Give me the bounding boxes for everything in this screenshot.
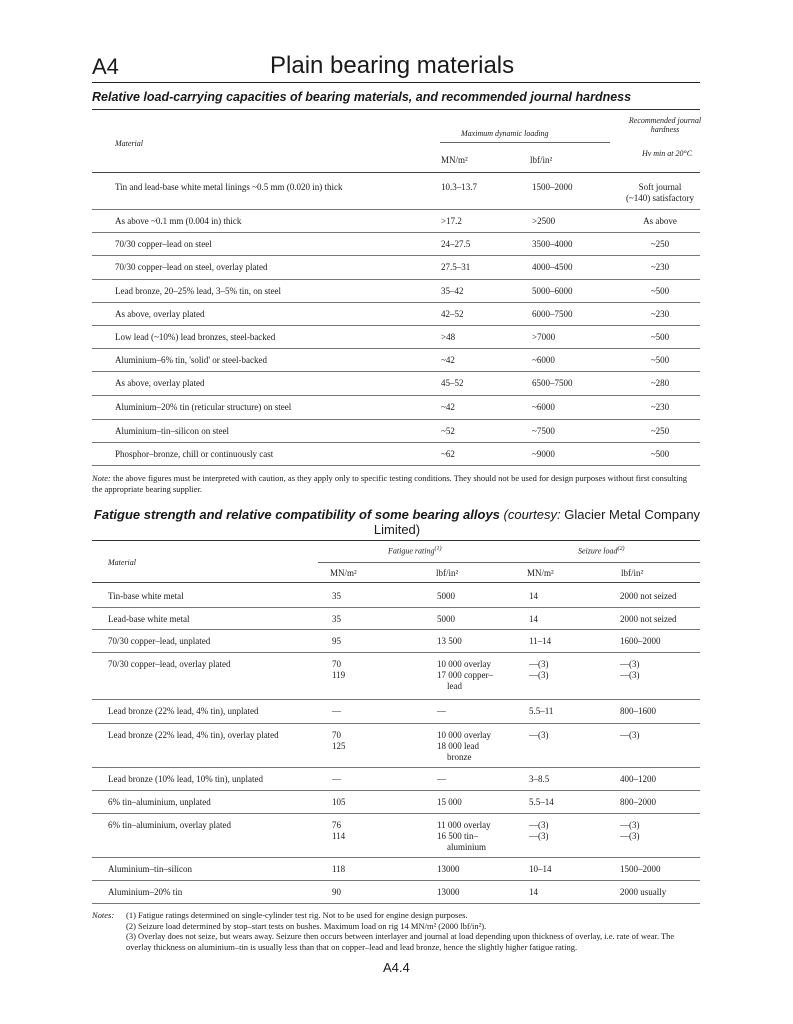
t2-row-10-material: Aluminium–20% tin [108,887,183,897]
t2-row-0-f-mn: 35 [332,591,341,601]
t1-row-11-lbf: ~9000 [532,449,555,459]
t1-row-11-hardness: ~500 [650,449,670,459]
t2-row-5-s-lbf: —(3) [620,730,640,740]
t2-row-3-f-mn-2: 119 [332,670,346,680]
t2-row-rule [92,813,700,814]
t1-row-10-hardness: ~250 [650,426,670,436]
t2-col-f-mn: MN/m² [330,568,357,578]
t1-row-9-material: Aluminium–20% tin (reticular structure) on steel [115,402,292,412]
t2-row-4-material: Lead bronze (22% lead, 4% tin), unplated [108,706,259,716]
t2-row-rule [92,857,700,858]
t1-header-rule [92,172,700,173]
t1-row-9-hardness: ~230 [650,402,670,412]
t1-row-4-mn: 35–42 [441,286,464,296]
t2-row-2-material: 70/30 copper–lead, unplated [108,636,211,646]
t1-row-8-lbf: 6500–7500 [532,378,573,388]
t1-row-6-lbf: >7000 [532,332,556,342]
t1-row-3-hardness: ~230 [650,262,670,272]
t2-row-3-s-mn: —(3) [529,659,549,669]
t2-row-1-f-mn: 35 [332,614,341,624]
t1-row-rule [92,279,700,280]
t1-row-6-mn: >48 [441,332,456,342]
t1-row-2-mn: 24–27.5 [441,239,471,249]
table2-title [92,507,702,537]
t1-row-5-hardness: ~230 [650,309,670,319]
t1-row-5-material: As above, overlay plated [115,309,205,319]
t1-row-4-lbf: 5000–6000 [532,286,573,296]
t2-row-6-f-mn: — [332,774,341,784]
t1-row-7-mn: ~42 [441,355,455,365]
t2-row-5-f-lbf-3: bronze [447,752,472,762]
t1-load-rule [440,142,610,143]
t2-note-1: (1) Fatigue ratings determined on single-cylinder test rig. Not to be used for engine design purposes. [126,910,468,920]
t1-row-rule [92,302,700,303]
t1-row-2-lbf: 3500–4000 [532,239,573,249]
t2-note-2: (2) Seizure load determined by stop–start tests on bushes. Maximum load on rig 14 MN/m² (2000 lbf/in²). [126,920,487,931]
t1-row-rule [92,442,700,443]
section-number: A4 [92,54,119,79]
t1-row-5-mn: 42–52 [441,309,464,319]
t1-row-0-hardness: Soft journal [638,182,682,192]
t1-row-5-lbf: 6000–7500 [532,309,573,319]
t2-row-rule [92,880,700,881]
t2-col-s-lbf: lbf/in² [621,568,644,578]
t2-row-10-s-lbf: 2000 usually [620,887,667,897]
t2-row-2-f-mn: 95 [332,636,341,646]
t2-note-3: (3) Overlay does not seize, but wears away. Seizure then occurs between interlayer and journal at load depending upon thickness of overlay, i.e. rate of wear. The overlay thickness on aluminium–tin is usually less than that on copper–lead and lead bronze, hence the slightly higher fatigue rating. [126,931,675,952]
t2-row-6-s-mn: 3–8.5 [529,774,550,784]
t1-row-1-mn: >17.2 [441,216,462,226]
t1-row-8-hardness: ~280 [650,378,670,388]
t2-col-material: Material [108,558,136,567]
t2-row-2-s-lbf: 1600–2000 [620,636,661,646]
t2-row-4-f-mn: — [332,706,341,716]
t1-col-load: Maximum dynamic loading [461,129,549,138]
t1-row-7-lbf: ~6000 [532,355,555,365]
t1-row-0-lbf: 1500–2000 [532,182,573,192]
t2-row-10-f-mn: 90 [332,887,341,897]
t1-row-10-mn: ~52 [441,426,455,436]
t2-row-8-f-mn-2: 114 [332,831,346,841]
t2-col-s-mn: MN/m² [527,568,554,578]
t1-row-7-material: Aluminium–6% tin, 'solid' or steel-backed [115,355,267,365]
t2-row-8-f-mn: 76 [332,820,341,830]
t1-row-3-material: 70/30 copper–lead on steel, overlay plated [115,262,268,272]
t1-row-0-mn: 10.3–13.7 [441,182,477,192]
t1-row-8-material: As above, overlay plated [115,378,205,388]
t2-row-3-f-lbf-3: lead [447,681,462,691]
t2-seizure-sup: (2) [617,546,625,552]
t2-row-rule [92,790,700,791]
t2-row-6-material: Lead bronze (10% lead, 10% tin), unplated [108,774,263,784]
t2-row-1-s-lbf: 2000 not seized [620,614,677,624]
t2-row-rule [92,903,700,904]
t2-row-0-material: Tin-base white metal [108,591,184,601]
t2-row-8-s-mn: —(3) [529,820,549,830]
t1-row-9-lbf: ~6000 [532,402,555,412]
t1-row-10-lbf: ~7500 [532,426,555,436]
t1-row-rule [92,255,700,256]
t1-row-11-material: Phosphor–bronze, chill or continuously cast [115,449,274,459]
t2-row-4-f-lbf: — [437,706,446,716]
t1-row-4-material: Lead bronze, 20–25% lead, 3–5% tin, on steel [115,286,281,296]
t2-row-7-f-mn: 105 [332,797,346,807]
t2-row-rule [92,652,700,653]
t2-row-5-f-lbf-2: 18 000 lead [437,741,479,751]
t2-title-bold: Fatigue strength and relative compatibility of some bearing alloys [93,507,500,522]
t2-row-5-s-mn: —(3) [529,730,549,740]
page-number: A4.4 [383,960,410,975]
t2-row-3-s-lbf: —(3) [620,659,640,669]
t2-row-3-f-lbf-2: 17 000 copper– [437,670,493,680]
title-rule [92,82,700,83]
t1-row-0-hardness-2: (~140) satisfactory [625,193,695,203]
t2-col-fatigue [388,546,441,556]
t2-row-5-f-mn-2: 125 [332,741,346,751]
t1-col-material: Material [115,139,143,148]
t2-row-5-material: Lead bronze (22% lead, 4% tin), overlay plated [108,730,279,740]
t2-row-8-material: 6% tin–aluminium, overlay plated [108,820,231,830]
t1-row-6-hardness: ~500 [650,332,670,342]
page-title: Plain bearing materials [270,52,515,79]
t2-row-3-f-mn: 70 [332,659,341,669]
t2-fatigue-sup: (1) [434,546,442,552]
t2-title-company: Glacier Metal Company Limited) [373,507,701,537]
t2-row-6-f-lbf: — [437,774,446,784]
t2-row-3-s-lbf-2: —(3) [620,670,640,680]
t2-row-9-s-lbf: 1500–2000 [620,864,661,874]
t2-row-rule [92,699,700,700]
t2-row-4-s-mn: 5.5–11 [529,706,554,716]
t1-note-label: Note: [92,473,111,483]
t2-notes-label [92,910,122,921]
t2-row-9-material: Aluminium–tin–silicon [108,864,193,874]
t1-row-1-material: As above ~0.1 mm (0.004 in) thick [115,216,242,226]
t1-col-hardness: Recommended journal hardness [628,116,702,134]
t2-seizure-label: Seizure load [578,546,618,556]
t1-row-9-mn: ~42 [441,402,455,412]
t1-row-1-lbf: >2500 [532,216,556,226]
t1-row-rule [92,465,700,466]
t1-row-1-hardness: As above [643,216,677,226]
t1-row-10-material: Aluminium–tin–silicon on steel [115,426,229,436]
t1-row-2-material: 70/30 copper–lead on steel [115,239,212,249]
t2-row-rule [92,629,700,630]
t1-row-rule [92,209,700,210]
t1-row-rule [92,419,700,420]
t2-row-rule [92,607,700,608]
t2-row-8-s-mn-2: —(3) [529,831,549,841]
t2-notes-label-text: Notes: [92,910,115,920]
t2-row-9-f-lbf: 13000 [437,864,460,874]
t1-row-3-lbf: 4000–4500 [532,262,573,272]
t2-row-9-f-mn: 118 [332,864,346,874]
t2-row-4-s-lbf: 800–1600 [620,706,656,716]
t2-col-f-lbf: lbf/in² [436,568,459,578]
t2-row-10-s-mn: 14 [529,887,538,897]
t2-row-2-f-lbf: 13 500 [437,636,462,646]
t2-row-rule [92,767,700,768]
t1-row-0-material: Tin and lead-base white metal linings ~0.5 mm (0.020 in) thick [115,182,343,192]
t2-row-0-s-lbf: 2000 not seized [620,591,677,601]
t1-note [92,473,697,494]
t2-title-courtesy: (courtesy: [503,507,561,522]
t2-row-5-f-mn: 70 [332,730,341,740]
t1-row-rule [92,371,700,372]
t2-row-5-f-lbf: 10 000 overlay [437,730,491,740]
t2-row-8-f-lbf: 11 000 overlay [437,820,491,830]
t2-row-7-s-lbf: 800–2000 [620,797,656,807]
t2-row-7-f-lbf: 15 000 [437,797,462,807]
t1-row-rule [92,348,700,349]
t2-row-8-s-lbf: —(3) [620,820,640,830]
t2-row-0-s-mn: 14 [529,591,538,601]
t1-row-rule [92,325,700,326]
t2-row-9-s-mn: 10–14 [529,864,552,874]
t1-note-text: the above figures must be interpreted with caution, as they apply only to specific testing conditions. They should not be used for design purposes without first consulting the appropriate bearing supplier. [92,473,687,494]
t1-col-lbf: lbf/in² [530,155,553,165]
t2-row-3-s-mn-2: —(3) [529,670,549,680]
t2-col-seizure [578,546,624,556]
t2-fatigue-label: Fatigue rating [388,546,435,556]
t1-row-rule [92,395,700,396]
t2-row-2-s-mn: 11–14 [529,636,552,646]
t2-notes [126,910,701,952]
t2-row-0-f-lbf: 5000 [437,591,455,601]
table1-title: Relative load-carrying capacities of bearing materials, and recommended journal hardness [92,90,632,104]
t2-row-10-f-lbf: 13000 [437,887,460,897]
t2-row-rule [92,723,700,724]
t2-row-3-f-lbf: 10 000 overlay [437,659,491,669]
t2-row-8-f-lbf-3: aluminium [447,842,486,852]
t1-row-3-mn: 27.5–31 [441,262,471,272]
t1-col-hv: Hv min at 20°C [641,149,693,158]
t2-row-8-f-lbf-2: 16 500 tin– [437,831,479,841]
t2-header-rule [92,582,700,583]
t2-top-rule [92,540,700,541]
t1-row-11-mn: ~62 [441,449,455,459]
t2-row-6-s-lbf: 400–1200 [620,774,656,784]
t1-row-6-material: Low lead (~10%) lead bronzes, steel-backed [115,332,276,342]
subtitle-rule [92,109,700,110]
t2-subheader-rule [318,562,700,563]
t1-row-4-hardness: ~500 [650,286,670,296]
t2-row-1-material: Lead-base white metal [108,614,190,624]
t2-row-7-material: 6% tin–aluminium, unplated [108,797,211,807]
t1-row-8-mn: 45–52 [441,378,464,388]
t1-row-2-hardness: ~250 [650,239,670,249]
t2-row-1-f-lbf: 5000 [437,614,455,624]
t2-row-8-s-lbf-2: —(3) [620,831,640,841]
t2-row-3-material: 70/30 copper–lead, overlay plated [108,659,231,669]
t2-row-7-s-mn: 5.5–14 [529,797,554,807]
t1-row-7-hardness: ~500 [650,355,670,365]
t1-row-rule [92,232,700,233]
t2-row-1-s-mn: 14 [529,614,538,624]
t1-col-mn: MN/m² [441,155,468,165]
